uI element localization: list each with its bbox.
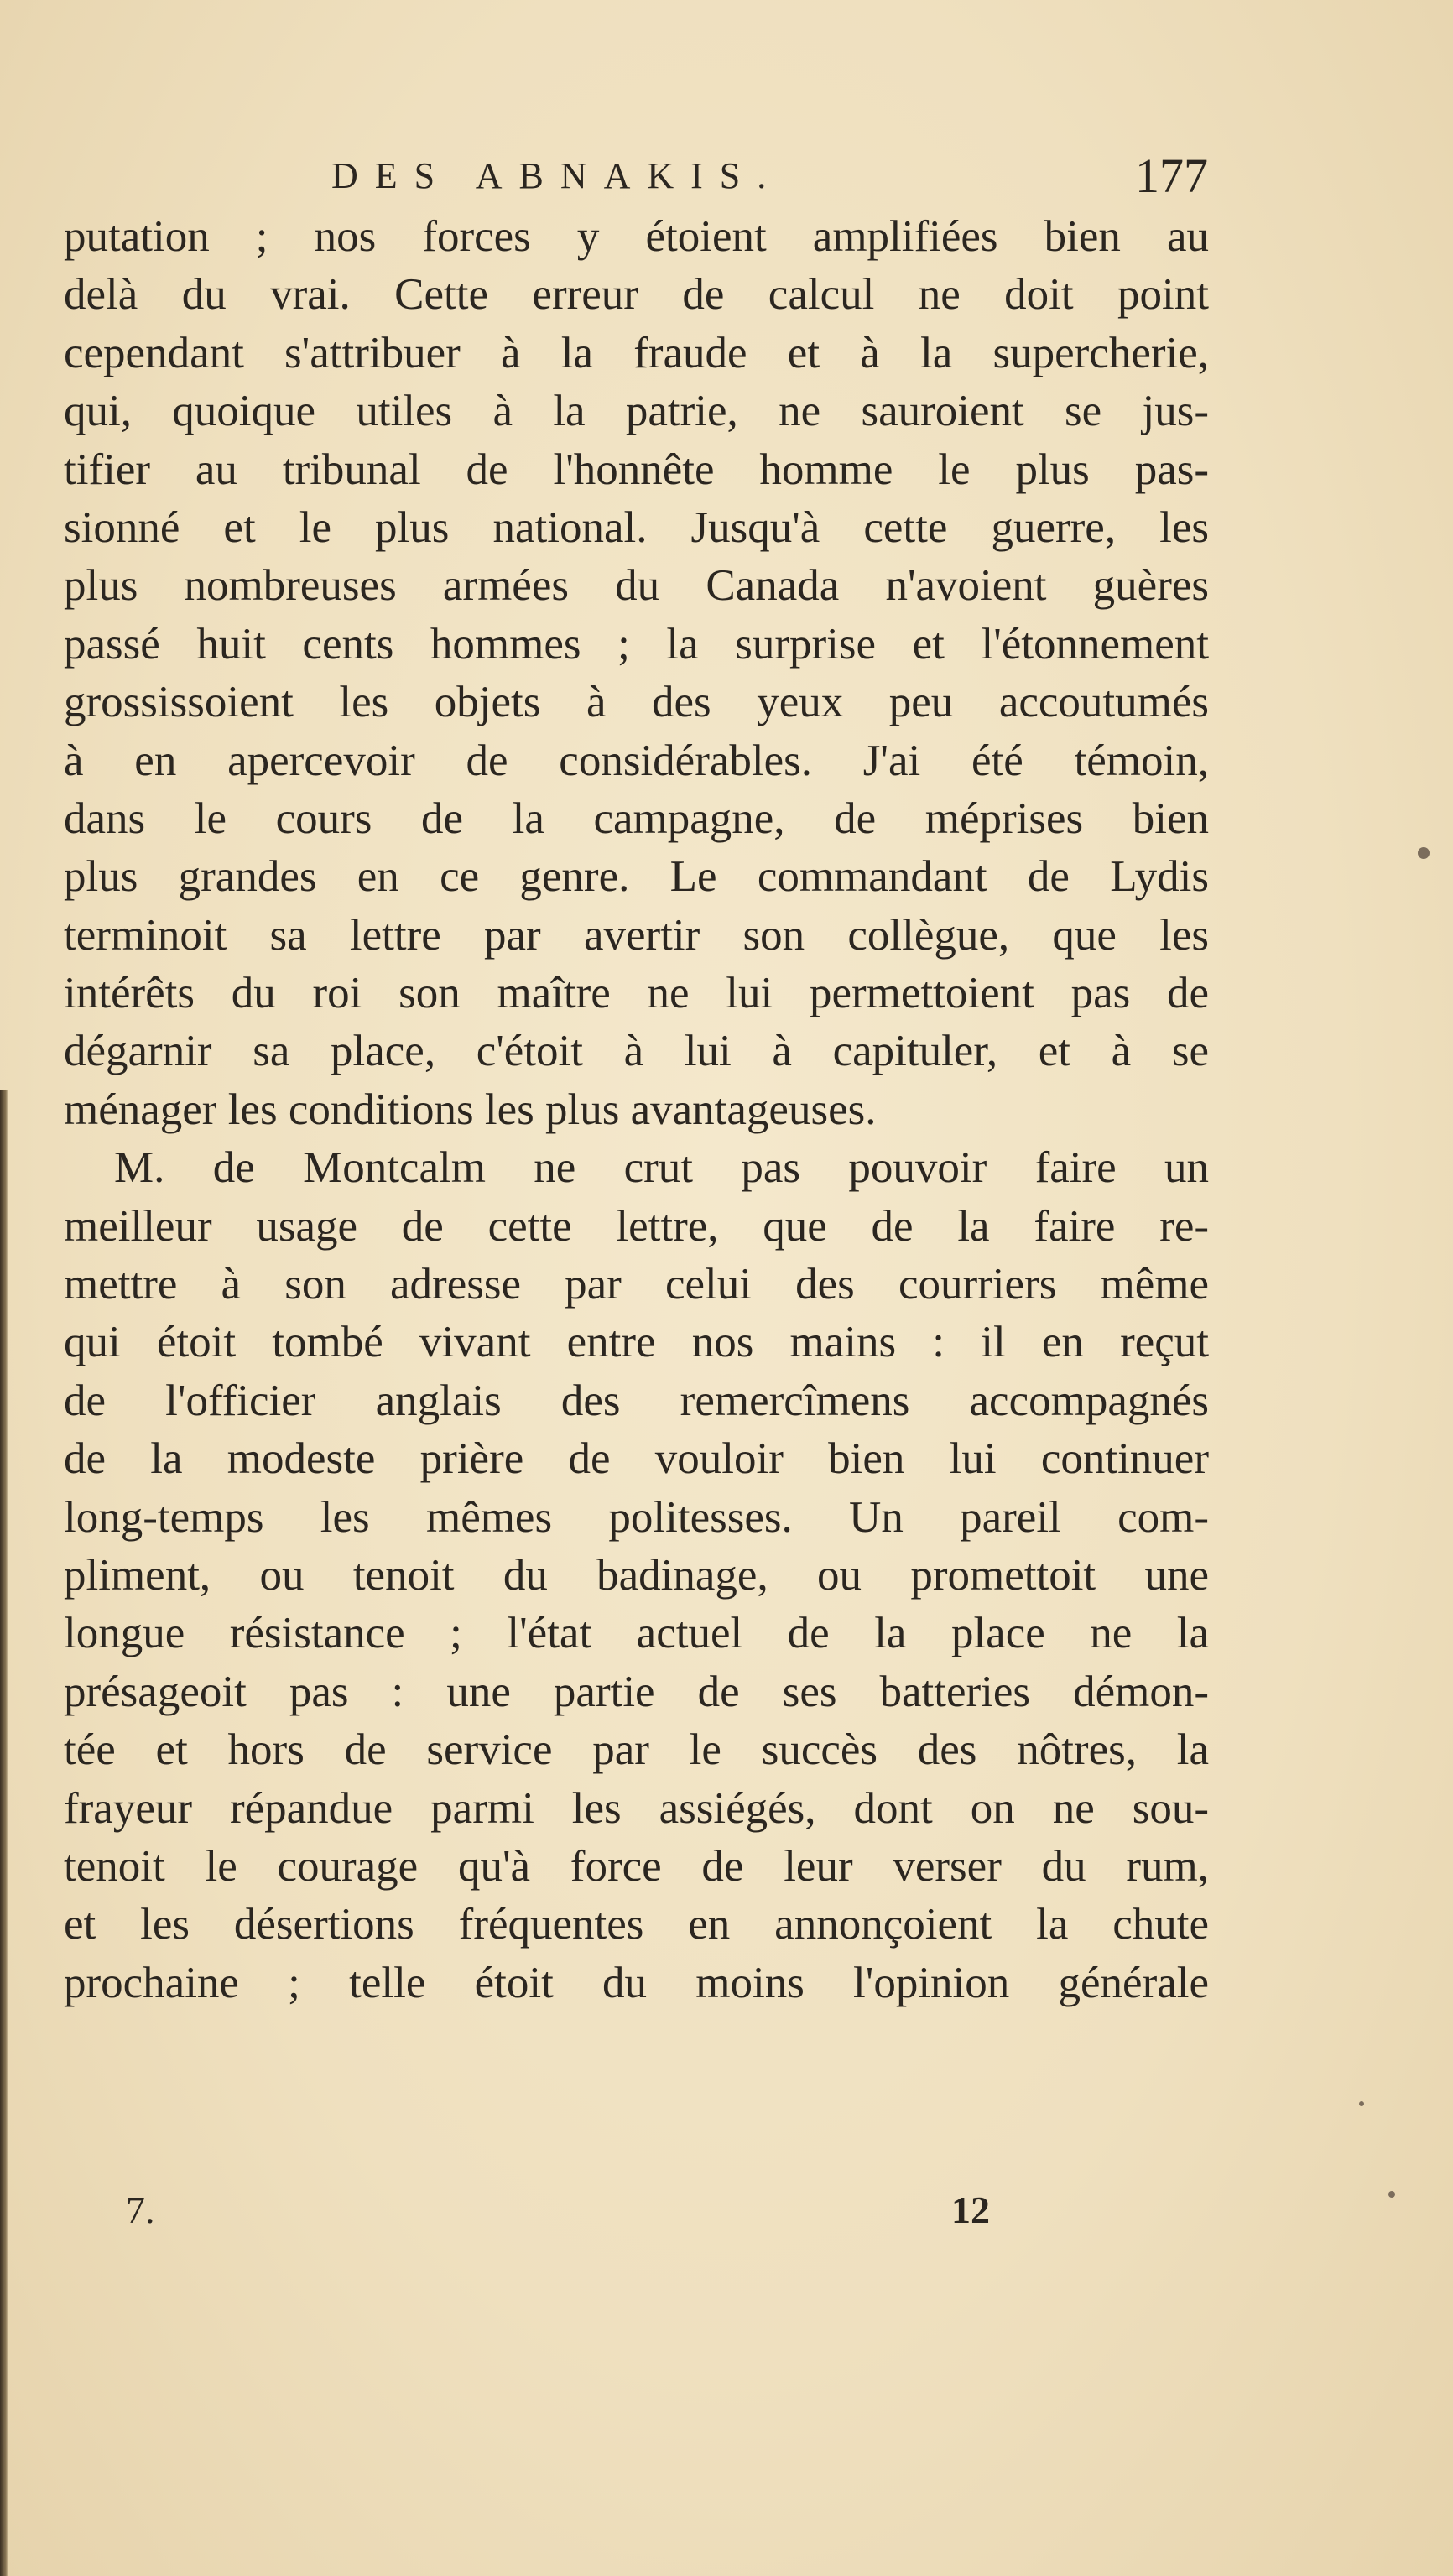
text-line: tifier au tribunal de l'honnête homme le plus pas-	[64, 445, 1209, 494]
text-line: plus nombreuses armées du Canada n'avoient guères	[64, 561, 1209, 611]
paper-speck	[1418, 847, 1430, 859]
text-line: long-temps les mêmes politesses. Un pareil com-	[64, 1492, 1209, 1542]
text-line: grossissoient les objets à des yeux peu accoutumés	[64, 678, 1209, 727]
signature-mark: 7.	[126, 2188, 155, 2231]
page-edge-shadow	[0, 1090, 8, 2576]
text-line: qui, quoique utiles à la patrie, ne sauroient se jus-	[64, 387, 1209, 436]
text-line: de la modeste prière de vouloir bien lui continuer	[64, 1434, 1209, 1484]
page-number: 177	[1135, 148, 1208, 203]
text-line: intérêts du roi son maître ne lui permettoient pas de	[64, 969, 1209, 1018]
running-head	[331, 143, 1208, 210]
text-line: plus grandes en ce genre. Le commandant de Lydis	[64, 852, 1209, 902]
text-line: dans le cours de la campagne, de méprises bien	[64, 794, 1209, 843]
text-line: putation ; nos forces y étoient amplifiées bien au	[64, 212, 1209, 261]
text-line: à en apercevoir de considérables. J'ai été témoin,	[64, 736, 1209, 785]
body-text	[64, 208, 1209, 2012]
text-line: de l'officier anglais des remercîmens accompagnés	[64, 1376, 1209, 1425]
running-title: DES ABNAKIS.	[331, 155, 784, 196]
text-line: mettre à son adresse par celui des courriers même	[64, 1260, 1209, 1309]
text-line: présageoit pas : une partie de ses batteries démon-	[64, 1667, 1209, 1716]
text-line: delà du vrai. Cette erreur de calcul ne doit point	[64, 270, 1209, 320]
sheet-number: 12	[951, 2188, 990, 2231]
text-line: M. de Montcalm ne crut pas pouvoir faire un	[114, 1143, 1209, 1193]
paper-speck	[1388, 2191, 1395, 2198]
text-line: ménager les conditions les plus avantageuses.	[64, 1085, 877, 1134]
paper-speck	[1359, 2101, 1364, 2106]
text-line: sionné et le plus national. Jusqu'à cette guerre, les	[64, 502, 1209, 552]
text-line: longue résistance ; l'état actuel de la place ne la	[64, 1609, 1209, 1658]
text-line: terminoit sa lettre par avertir son collègue, que les	[64, 910, 1209, 960]
text-line: prochaine ; telle étoit du moins l'opinion générale	[64, 1958, 1209, 2007]
page-footer	[126, 2181, 990, 2240]
text-line: passé huit cents hommes ; la surprise et l'étonnement	[64, 619, 1209, 669]
text-line: pliment, ou tenoit du badinage, ou promettoit une	[64, 1550, 1209, 1600]
text-line: et les désertions fréquentes en annonçoient la chute	[64, 1900, 1209, 1949]
text-line: dégarnir sa place, c'étoit à lui à capituler, et à se	[64, 1027, 1209, 1076]
text-line: cependant s'attribuer à la fraude et à la supercherie,	[64, 328, 1209, 377]
text-line: tée et hors de service par le succès des nôtres, la	[64, 1725, 1209, 1775]
text-line: meilleur usage de cette lettre, que de la faire re-	[64, 1201, 1209, 1251]
text-line: qui étoit tombé vivant entre nos mains : il en reçut	[64, 1318, 1209, 1367]
text-line: frayeur répandue parmi les assiégés, dont on ne sou-	[64, 1783, 1209, 1833]
text-line: tenoit le courage qu'à force de leur verser du rum,	[64, 1841, 1209, 1891]
